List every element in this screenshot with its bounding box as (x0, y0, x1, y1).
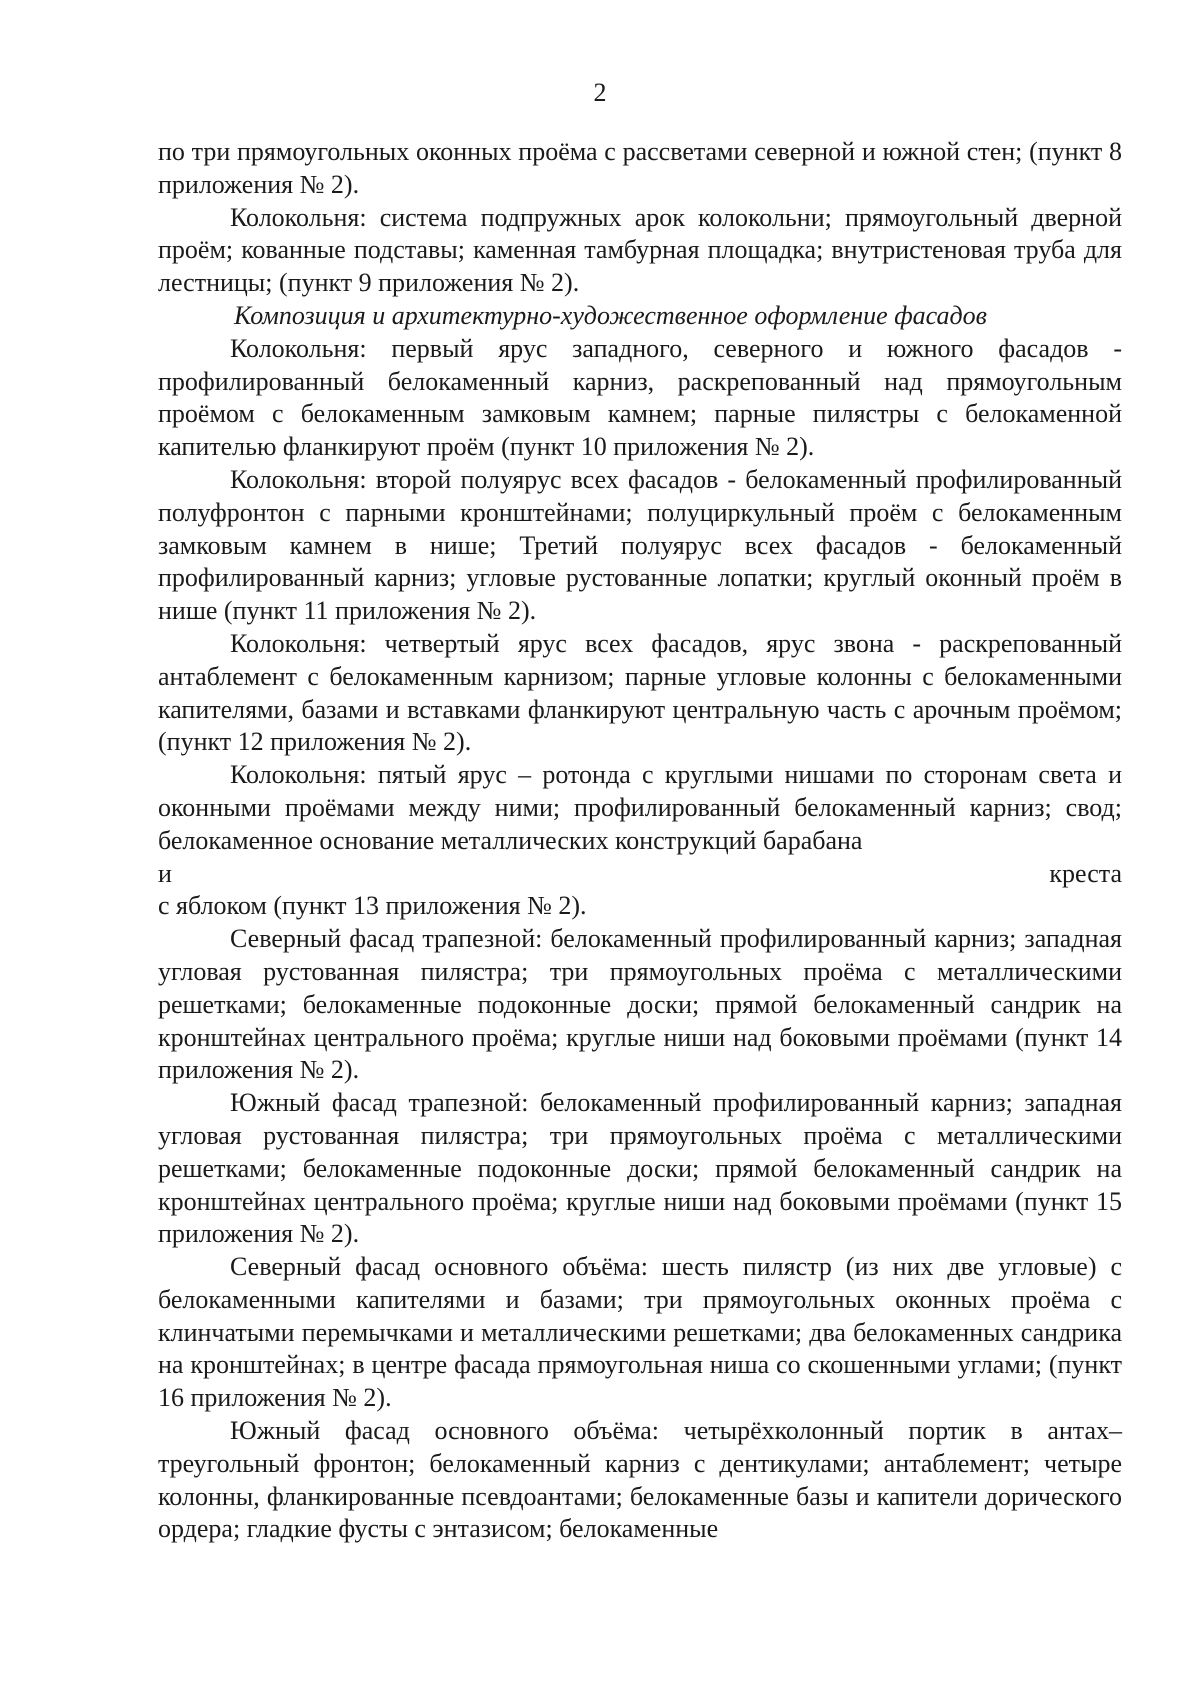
paragraph (158, 759, 1122, 923)
document-body (158, 136, 1122, 1546)
paragraph: Колокольня: второй полуярус всех фасадов - белокаменный профилированный полуфронтон с парными кронштейнами; полуциркульный проём с белокаменным замковым камнем в нише; Третий полуярус всех фасадов - белокаменный профилированный карниз; угловые рустованные лопатки; круглый оконный проём в нише (пункт 11 приложения № 2). (158, 464, 1122, 626)
spread-line-right: креста (1049, 858, 1122, 888)
paragraph: Южный фасад основного объёма: четырёхколонный портик в антах– треугольный фронтон; белокаменный карниз с дентикулами; антаблемент; четыре колонны, фланкированные псевдоантами; белокаменные базы и капители дорического ордера; гладкие фусты с энтазисом; белокаменные (158, 1416, 1122, 1544)
spread-line-left: и (158, 858, 172, 888)
paragraph: Южный фасад трапезной: белокаменный профилированный карниз; западная угловая рустованная пилястра; три прямоугольных проёма с металлическими решетками; белокаменные подоконные доски; прямой белокаменный сандрик на кронштейнах центрального проёма; круглые ниши над боковыми проёмами (пункт 15 приложения № 2). (158, 1088, 1122, 1249)
paragraph: Колокольня: первый ярус западного, северного и южного фасадов - профилированный белокаменный карниз, раскрепованный над прямоугольным проёмом с белокаменным замковым камнем; парные пилястры с белокаменной капителью фланкируют проём (пункт 10 приложения № 2). (158, 333, 1122, 462)
section-heading: Композиция и архитектурно-художественное оформление фасадов (234, 300, 987, 330)
paragraph: по три прямоугольных оконных проёма с рассветами северной и южной стен; (пункт 8 приложения № 2). (158, 137, 1122, 199)
page-number: 2 (593, 78, 607, 107)
paragraph: Северный фасад основного объёма: шесть пилястр (из них две угловые) с белокаменными капителями и базами; три прямоугольных оконных проёма с клинчатыми перемычками и металлическими решетками; два белокаменных сандрика на кронштейнах; в центре фасада прямоугольная ниша со скошенными углами; (пункт 16 приложения № 2). (158, 1252, 1122, 1413)
paragraph: Колокольня: четвертый ярус всех фасадов, ярус звона - раскрепованный антаблемент с белокаменным карнизом; парные угловые колонны с белокаменными капителями, базами и вставками фланкируют центральную часть с арочным проёмом; (пункт 12 приложения № 2). (158, 628, 1122, 757)
paragraph-text: Колокольня: пятый ярус – ротонда с круглыми нишами по сторонам света и оконными проёмами между ними; профилированный белокаменный карниз; свод; белокаменное основание металлических конструкций барабана (158, 760, 1122, 855)
paragraph: Колокольня: система подпружных арок колокольни; прямоугольный дверной проём; кованные подставы; каменная тамбурная площадка; внутристеновая труба для лестницы; (пункт 9 приложения № 2). (158, 202, 1122, 298)
spread-line (158, 858, 1122, 891)
paragraph: Северный фасад трапезной: белокаменный профилированный карниз; западная угловая рустованная пилястра; три прямоугольных проёма с металлическими решетками; белокаменные подоконные доски; прямой белокаменный сандрик на кронштейнах центрального проёма; круглые ниши над боковыми проёмами (пункт 14 приложения № 2). (158, 924, 1122, 1085)
paragraph-text: с яблоком (пункт 13 приложения № 2). (158, 891, 587, 921)
